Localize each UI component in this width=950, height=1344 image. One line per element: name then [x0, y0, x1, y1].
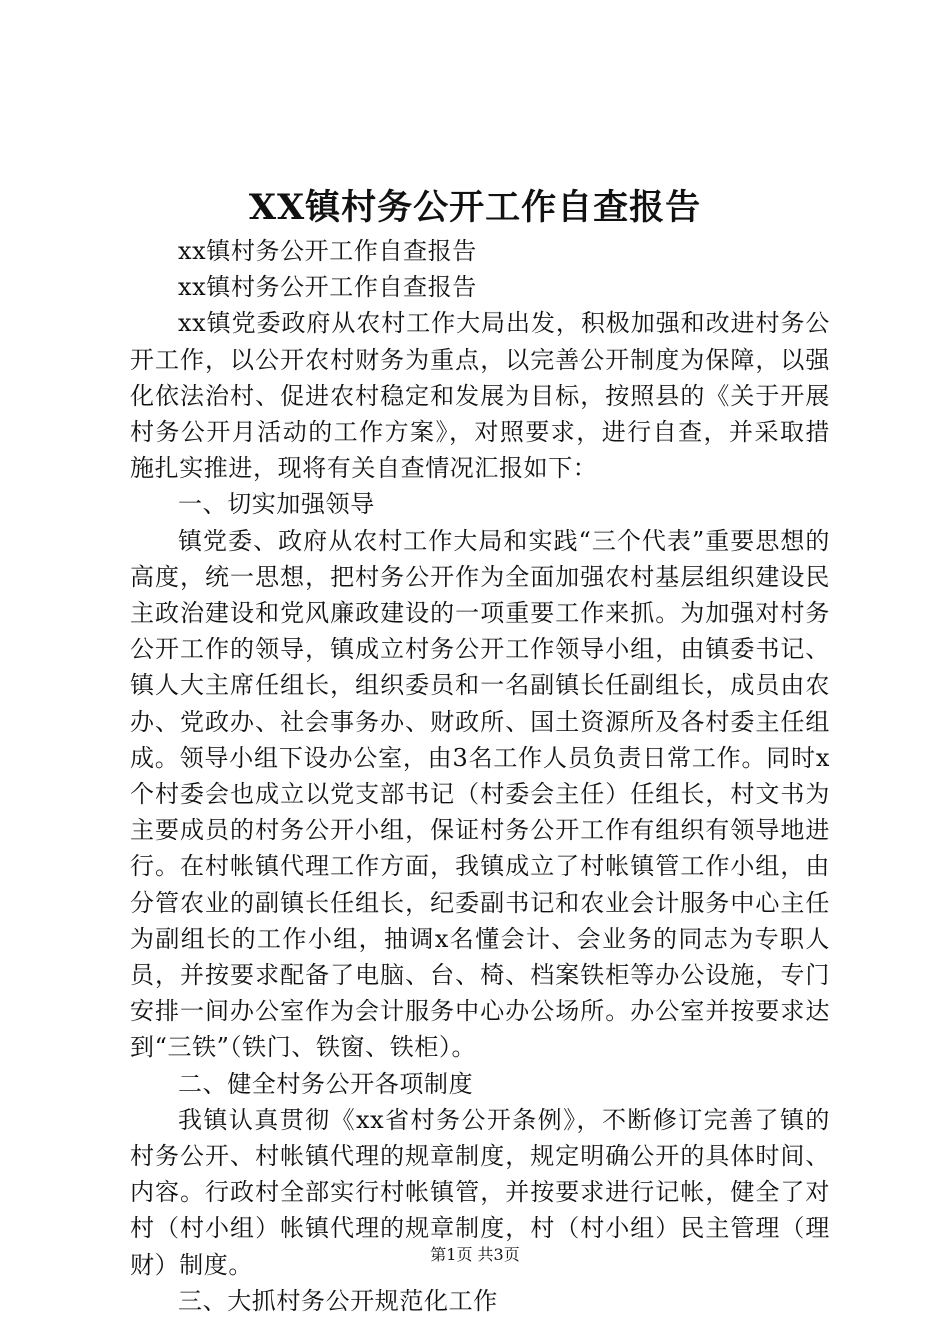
section-heading-2: 二、健全村务公开各项制度: [178, 1069, 474, 1098]
document-body: [130, 233, 830, 1319]
document-title: XX镇村务公开工作自查报告: [248, 187, 702, 228]
paragraph-subtitle-1: xx镇村务公开工作自查报告: [178, 237, 477, 265]
page-footer: 第1页 共3页: [430, 1245, 520, 1264]
paragraph-subtitle-2: xx镇村务公开工作自查报告: [178, 273, 477, 302]
section-heading-3: 三、大抓村务公开规范化工作: [178, 1286, 498, 1315]
paragraph-section-2: 我镇认真贯彻《xx省村务公开条例》，不断修订完善了镇的村务公开、村帐镇代理的规章制度，规定明确公开的具体时间、内容。行政村全部实行村帐镇管，并按要求进行记帐，健全了对村（村小组）帐镇代理的规章制度，村（村小组）民主管理（理财）制度。: [130, 1105, 830, 1279]
paragraph-intro: xx镇党委政府从农村工作大局出发，积极加强和改进村务公开工作，以公开农村财务为重点，以完善公开制度为保障，以强化依法治村、促进农村稳定和发展为目标，按照县的《关于开展村务公开月活动的工作方案》，对照要求，进行自查，并采取措施扎实推进，现将有关自查情况汇报如下：: [130, 309, 830, 483]
paragraph-section-1: 镇党委、政府从农村工作大局和实践“三个代表”重要思想的高度，统一思想，把村务公开作为全面加强农村基层组织建设民主政治建设和党风廉政建设的一项重要工作来抓。为加强对村务公开工作的领导，镇成立村务公开工作领导小组，由镇委书记、镇人大主席任组长，组织委员和一名副镇长任副组长，成员由农办、党政办、社会事务办、财政所、国土资源所及各村委主任组成。领导小组下设办公室，由3名工作人员负责日常工作。同时x个村委会也成立以党支部书记（村委会主任）任组长，村文书为主要成员的村务公开小组，保证村务公开工作有组织有领导地进行。在村帐镇代理工作方面，我镇成立了村帐镇管工作小组，由分管农业的副镇长任组长，纪委副书记和农业会计服务中心主任为副组长的工作小组，抽调x名懂会计、会业务的同志为专职人员，并按要求配备了电脑、台、椅、档案铁柜等办公设施，专门安排一间办公室作为会计服务中心办公场所。办公室并按要求达到“三铁”（铁门、铁窗、铁柜）。: [130, 526, 830, 1062]
section-heading-1: 一、切实加强领导: [178, 490, 375, 519]
